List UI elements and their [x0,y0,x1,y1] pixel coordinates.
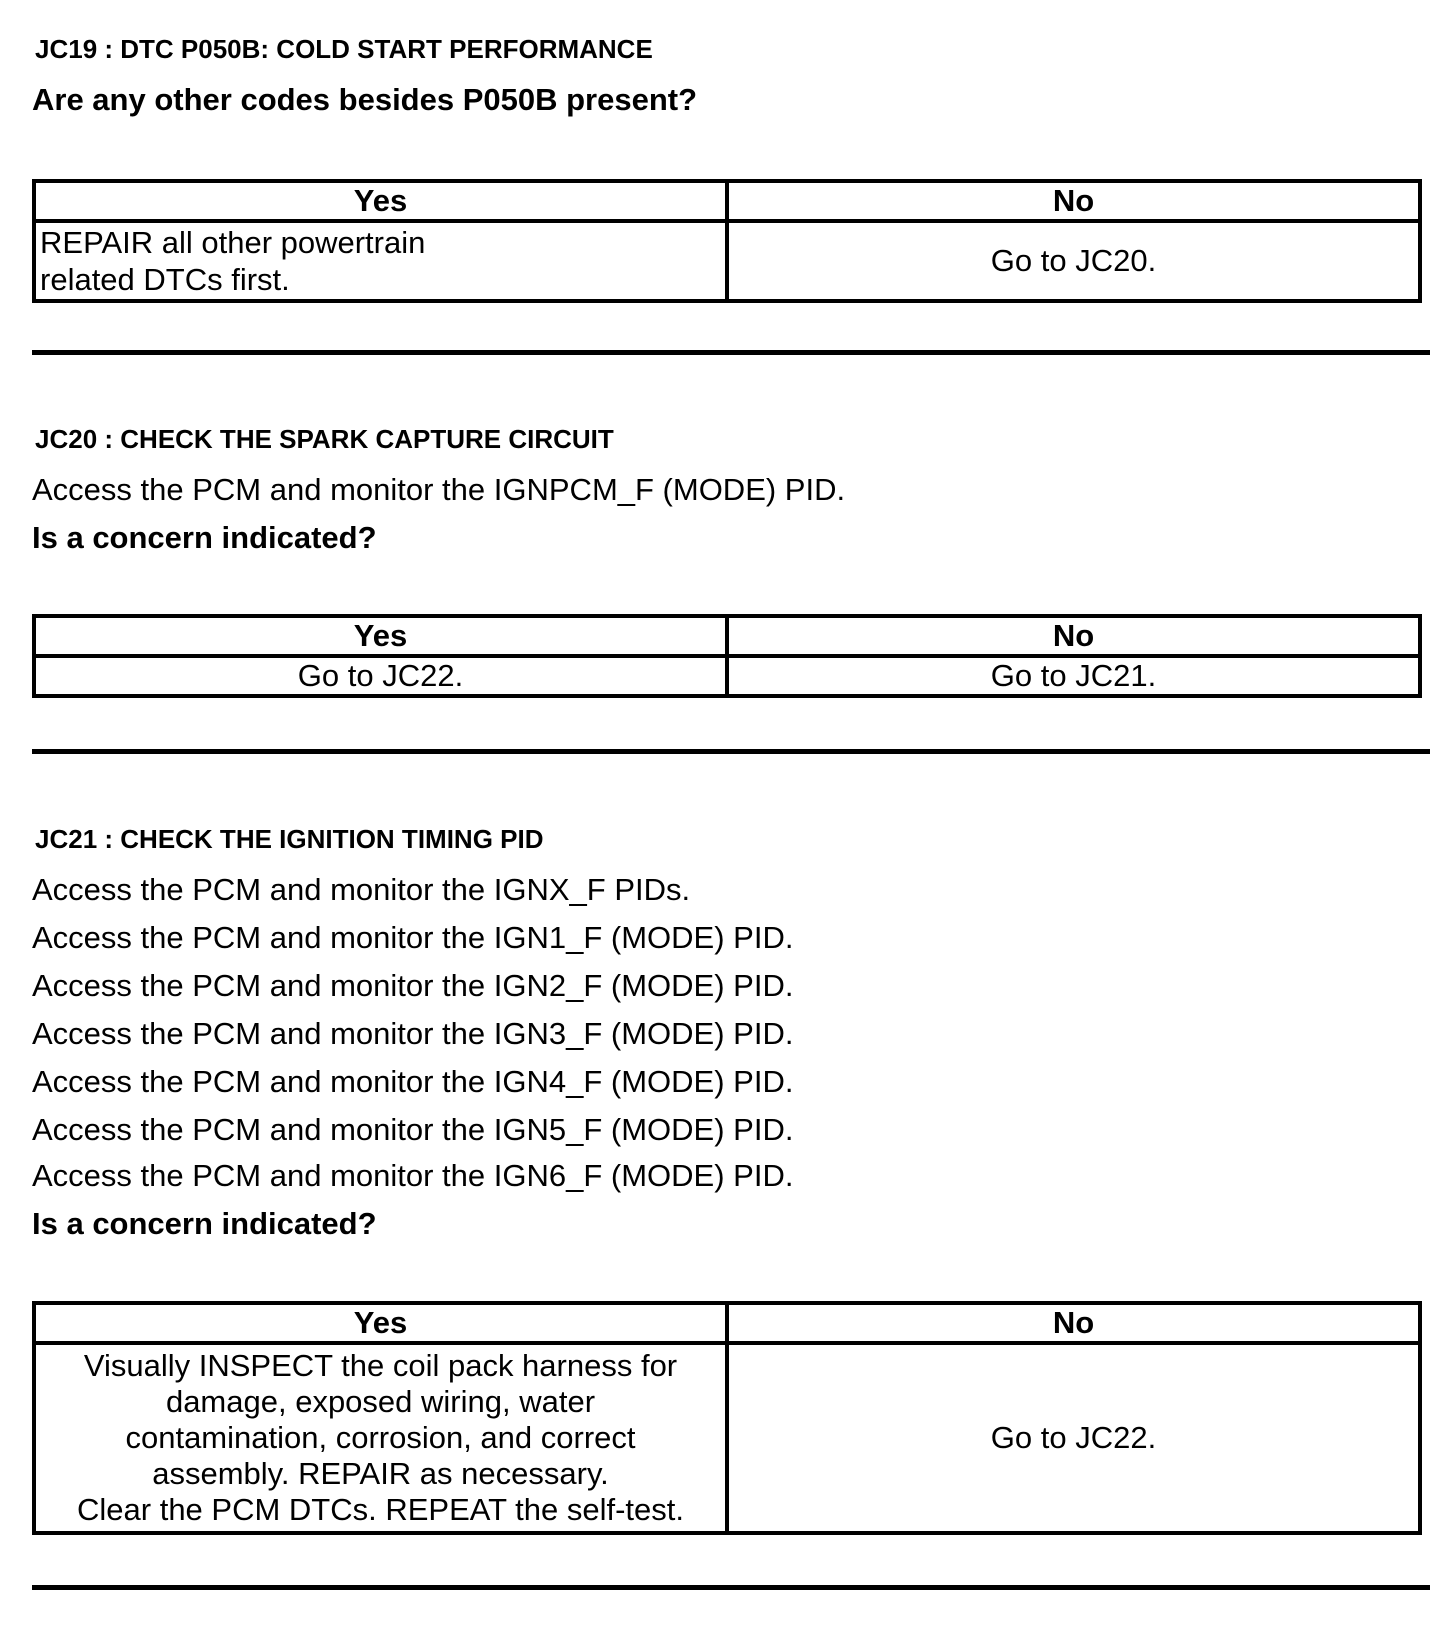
yes-line: damage, exposed wiring, water [165,1384,596,1419]
yes-line: contamination, corrosion, and correct [125,1420,636,1455]
yes-header: Yes [34,1303,727,1343]
no-cell: Go to JC21. [727,656,1420,696]
instruction-line: Access the PCM and monitor the IGN6_F (MODE) PID. [32,1158,794,1193]
step-title-jc21: JC21 : CHECK THE IGNITION TIMING PID [35,824,544,854]
instruction-line: Access the PCM and monitor the IGNX_F PIDs. [32,872,691,907]
section-divider [32,1585,1430,1590]
yes-line: Clear the PCM DTCs. REPEAT the self-test. [77,1492,684,1527]
instruction-line: Access the PCM and monitor the IGN1_F (MODE) PID. [32,920,794,955]
no-header: No [727,616,1420,656]
question-jc20: Is a concern indicated? [32,520,377,555]
no-header: No [727,181,1420,221]
yes-header: Yes [34,181,727,221]
yes-line: related DTCs first. [40,262,290,297]
yes-cell [34,1343,727,1533]
step-title-jc20: JC20 : CHECK THE SPARK CAPTURE CIRCUIT [35,424,614,454]
step-title-jc19: JC19 : DTC P050B: COLD START PERFORMANCE [35,34,653,64]
instruction-line: Access the PCM and monitor the IGN2_F (MODE) PID. [32,968,794,1003]
section-divider [32,749,1430,754]
no-cell: Go to JC22. [727,1343,1420,1533]
no-cell: Go to JC20. [727,221,1420,301]
yes-cell [34,221,727,301]
decision-table-jc21 [32,1301,1422,1535]
instruction-line: Access the PCM and monitor the IGN5_F (MODE) PID. [32,1112,794,1147]
yes-line: assembly. REPAIR as necessary. [152,1456,609,1491]
question-jc21: Is a concern indicated? [32,1206,377,1241]
yes-line: Visually INSPECT the coil pack harness for [83,1348,678,1383]
no-header: No [727,1303,1420,1343]
question-jc19: Are any other codes besides P050B present? [32,82,698,117]
decision-table-jc20 [32,614,1422,698]
decision-table-jc19 [32,179,1422,303]
yes-header: Yes [34,616,727,656]
yes-line: REPAIR all other powertrain [40,225,426,260]
instruction-line: Access the PCM and monitor the IGNPCM_F (MODE) PID. [32,472,846,507]
instruction-line: Access the PCM and monitor the IGN4_F (MODE) PID. [32,1064,794,1099]
instruction-line: Access the PCM and monitor the IGN3_F (MODE) PID. [32,1016,794,1051]
section-divider [32,350,1430,355]
yes-cell: Go to JC22. [34,656,727,696]
